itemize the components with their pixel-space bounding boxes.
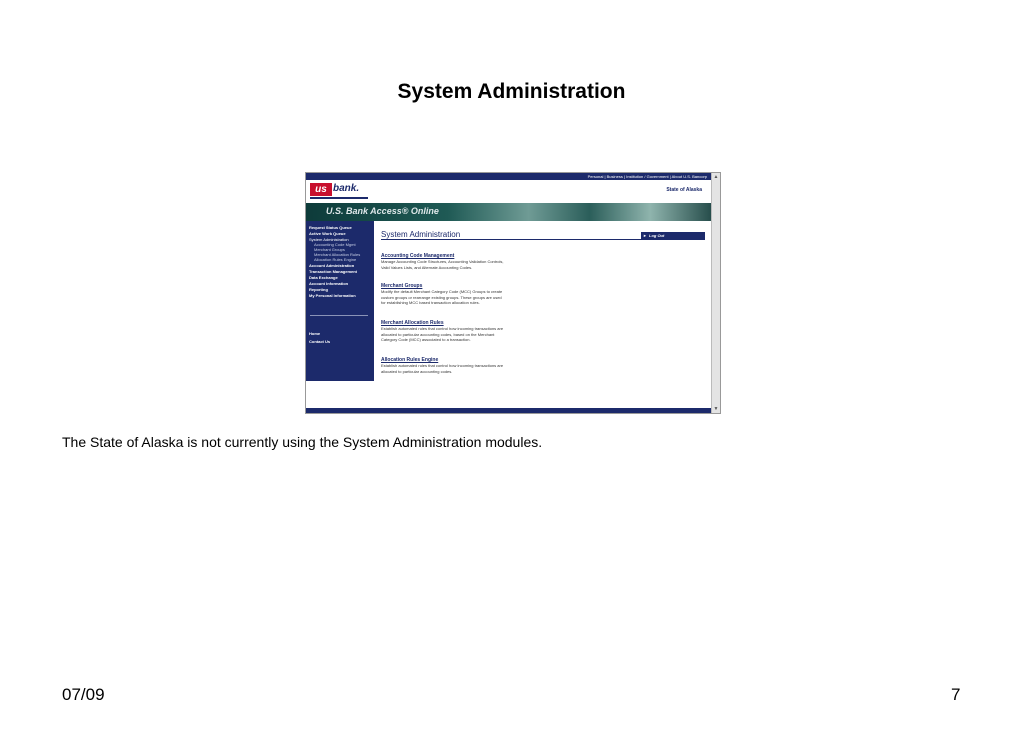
org-name: State of Alaska	[666, 187, 702, 193]
top-nav-bar	[306, 173, 711, 180]
top-links[interactable]: Personal | Business | Institution / Government | About U.S. Bancorp	[587, 174, 707, 179]
nav-active-work-queue[interactable]: Active Work Queue	[309, 231, 346, 236]
nav-data-exchange[interactable]: Data Exchange	[309, 275, 338, 280]
nav-request-status-queue[interactable]: Request Status Queue	[309, 225, 352, 230]
nav-merchant-groups[interactable]: Merchant Groups	[314, 247, 345, 252]
banner-text: U.S. Bank Access® Online	[326, 206, 439, 216]
scroll-up-icon[interactable]: ▲	[713, 174, 719, 180]
nav-merchant-allocation-rules[interactable]: Merchant Allocation Rules	[314, 252, 361, 257]
footer-date: 07/09	[62, 685, 105, 704]
logo-underline	[310, 197, 368, 199]
link-accounting-code-management[interactable]: Accounting Code Management	[381, 253, 455, 259]
desc-allocation-rules-engine: Establish automated rules that control how incoming transactions are allocated to particular accounting codes.	[381, 363, 504, 374]
nav-accounting-code-mgmt[interactable]: Accounting Code Mgmt	[314, 242, 356, 247]
usbank-logo[interactable]	[310, 183, 366, 199]
link-merchant-groups[interactable]: Merchant Groups	[381, 283, 423, 289]
nav-home[interactable]: Home	[309, 331, 321, 336]
logout-label: Log Out	[649, 233, 665, 238]
nav-divider	[310, 315, 368, 316]
logout-button[interactable]	[641, 232, 705, 239]
nav-allocation-rules-engine[interactable]: Allocation Rules Engine	[314, 257, 357, 262]
slide-title: System Administration	[397, 80, 626, 103]
scroll-down-icon[interactable]: ▼	[713, 406, 719, 412]
page-number: 7	[951, 685, 961, 704]
nav-contact-us[interactable]: Contact Us	[309, 339, 331, 344]
desc-merchant-allocation-rules: Establish automated rules that control how incoming transactions are allocated to particular accounting codes, based on the Merchant Category Code (MCC) associated to a transaction.	[381, 326, 504, 342]
nav-system-administration[interactable]: System Administration	[309, 237, 349, 242]
link-allocation-rules-engine[interactable]: Allocation Rules Engine	[381, 357, 439, 363]
desc-accounting-code-management: Manage Accounting Code Structures, Accounting Validation Controls, Valid Values Lists, and Alternate Accounting Codes.	[381, 259, 504, 270]
left-nav	[306, 221, 374, 381]
arrow-icon: ►	[643, 233, 647, 238]
slide-caption: The State of Alaska is not currently using the System Administration modules.	[62, 434, 543, 450]
title-underline	[381, 239, 705, 240]
link-merchant-allocation-rules[interactable]: Merchant Allocation Rules	[381, 320, 444, 326]
access-online-banner	[306, 203, 711, 221]
bottom-bar	[306, 408, 711, 413]
desc-merchant-groups: Modify the default Merchant Category Code (MCC) Groups to create custom groups or rearrange existing groups. These groups are used for establishing MCC based transaction allocation rules.	[381, 289, 503, 305]
nav-account-information[interactable]: Account Information	[309, 281, 349, 286]
logo-us: us	[310, 183, 332, 196]
logo-bank: bank.	[333, 183, 360, 194]
nav-reporting[interactable]: Reporting	[309, 287, 328, 292]
vertical-scrollbar[interactable]	[711, 173, 720, 413]
nav-transaction-management[interactable]: Transaction Management	[309, 269, 358, 274]
nav-my-personal-information[interactable]: My Personal Information	[309, 293, 356, 298]
screenshot-frame	[305, 172, 721, 414]
main-title: System Administration	[381, 230, 461, 239]
nav-account-administration[interactable]: Account Administration	[309, 263, 355, 268]
